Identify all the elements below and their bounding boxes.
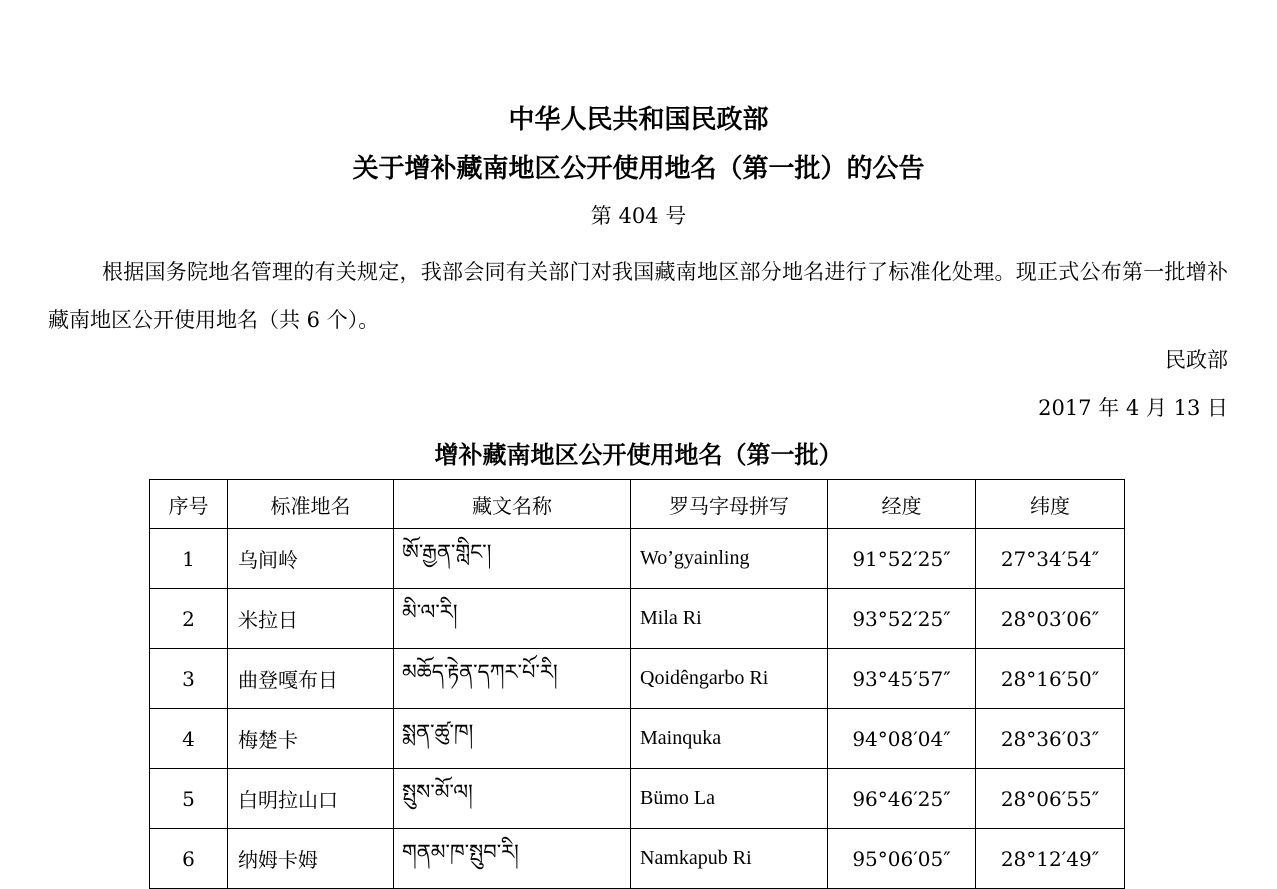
cell-no: 6 [150, 829, 228, 889]
table-row [150, 529, 1125, 589]
cell-standard-name: 纳姆卡姆 [228, 829, 394, 889]
cell-standard-name: 乌间岭 [228, 529, 394, 589]
cell-tibetan-name: ཨོ་རྒྱན་གླིང་། [394, 529, 631, 589]
cell-no: 1 [150, 529, 228, 589]
cell-longitude: 93°52′25″ [828, 589, 976, 649]
cell-no: 4 [150, 709, 228, 769]
cell-longitude: 96°46′25″ [828, 769, 976, 829]
cell-longitude: 93°45′57″ [828, 649, 976, 709]
header-longitude: 经度 [828, 480, 976, 529]
signature-organization: 民政部 [1165, 348, 1228, 372]
header-latitude: 纬度 [976, 480, 1125, 529]
announcement-title-line1: 中华人民共和国民政部 [508, 105, 769, 135]
header-standard-name: 标准地名 [228, 480, 394, 529]
table-row [150, 649, 1125, 709]
cell-latitude: 28°06′55″ [976, 769, 1125, 829]
table-header-row [150, 480, 1125, 529]
document-number: 第 404 号 [590, 204, 687, 228]
cell-standard-name: 梅楚卡 [228, 709, 394, 769]
announcement-body: 根据国务院地名管理的有关规定，我部会同有关部门对我国藏南地区部分地名进行了标准化处理。现正式公布第一批增补藏南地区公开使用地名（共 6 个）。 [48, 260, 1228, 332]
cell-latitude: 28°12′49″ [976, 829, 1125, 889]
cell-tibetan-name: སྨན་ཚུ་ཁ། [394, 709, 631, 769]
cell-romanization: Qoidêngarbo Ri [631, 649, 828, 709]
cell-romanization: Mainquka [631, 709, 828, 769]
cell-latitude: 27°34′54″ [976, 529, 1125, 589]
cell-romanization: Bümo La [631, 769, 828, 829]
header-no: 序号 [150, 480, 228, 529]
cell-tibetan-name: སྤུས་མོ་ལ། [394, 769, 631, 829]
cell-romanization: Namkapub Ri [631, 829, 828, 889]
cell-latitude: 28°36′03″ [976, 709, 1125, 769]
table-row [150, 709, 1125, 769]
cell-romanization: Wo’gyainling [631, 529, 828, 589]
place-names-table [149, 479, 1125, 889]
cell-longitude: 95°06′05″ [828, 829, 976, 889]
table-row [150, 769, 1125, 829]
cell-tibetan-name: མི་ལ་རི། [394, 589, 631, 649]
cell-no: 5 [150, 769, 228, 829]
announcement-title-line2: 关于增补藏南地区公开使用地名（第一批）的公告 [352, 154, 925, 184]
cell-romanization: Mila Ri [631, 589, 828, 649]
cell-tibetan-name: གནམ་ཁ་སྤུབ་རི། [394, 829, 631, 889]
table-title: 增补藏南地区公开使用地名（第一批） [434, 441, 843, 469]
header-romanization: 罗马字母拼写 [631, 480, 828, 529]
cell-latitude: 28°03′06″ [976, 589, 1125, 649]
cell-latitude: 28°16′50″ [976, 649, 1125, 709]
cell-tibetan-name: མཆོད་རྟེན་དཀར་པོ་རི། [394, 649, 631, 709]
cell-standard-name: 白明拉山口 [228, 769, 394, 829]
table-row [150, 589, 1125, 649]
header-tibetan-name: 藏文名称 [394, 480, 631, 529]
cell-no: 2 [150, 589, 228, 649]
cell-longitude: 94°08′04″ [828, 709, 976, 769]
cell-standard-name: 曲登嘎布日 [228, 649, 394, 709]
signature-date: 2017 年 4 月 13 日 [1038, 396, 1228, 420]
cell-standard-name: 米拉日 [228, 589, 394, 649]
cell-no: 3 [150, 649, 228, 709]
cell-longitude: 91°52′25″ [828, 529, 976, 589]
